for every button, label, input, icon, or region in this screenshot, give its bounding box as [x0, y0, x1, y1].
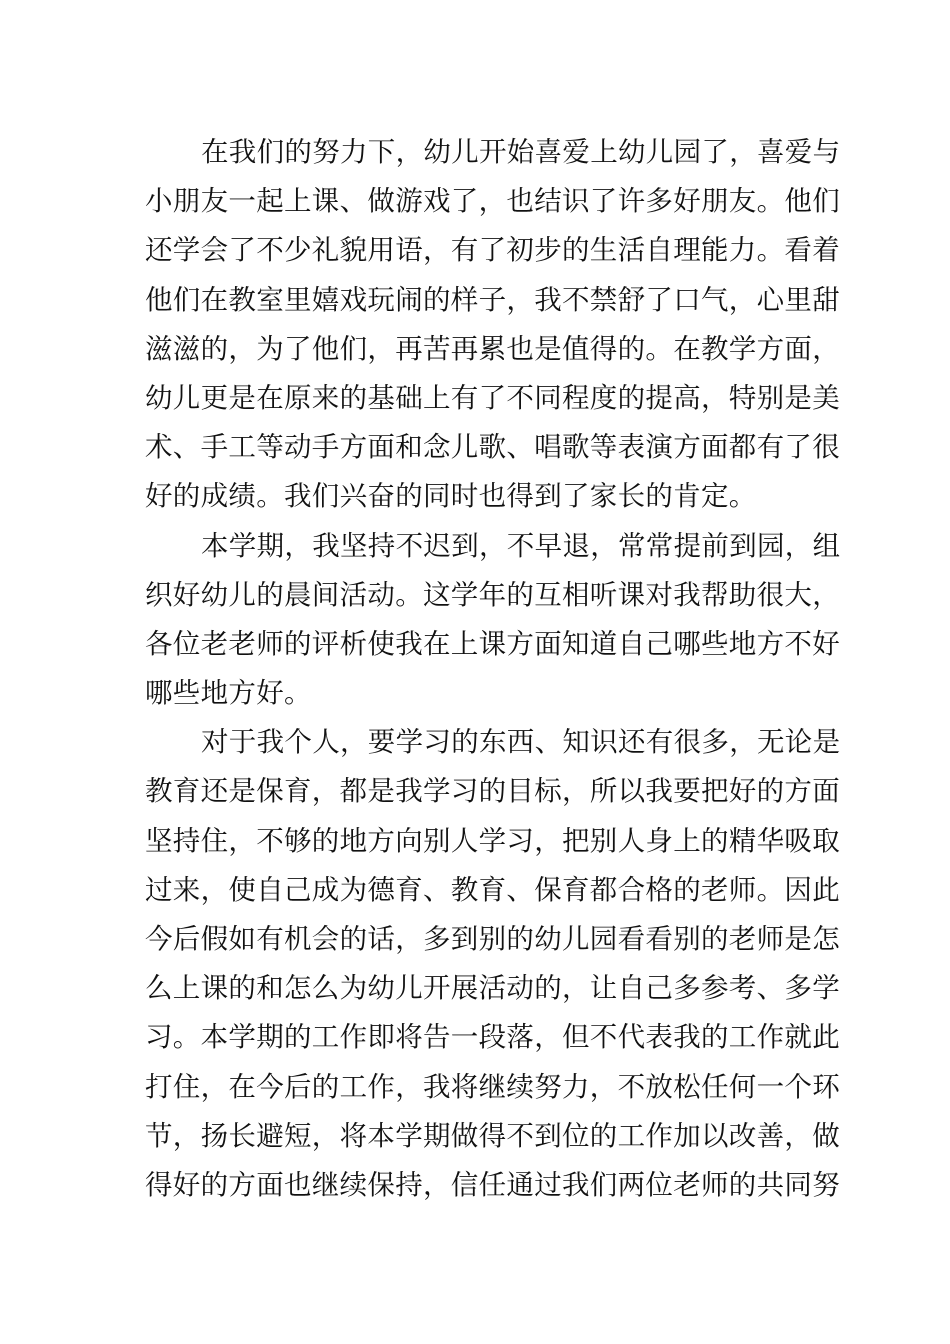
paragraph-2-line-4: 哪些地方好。	[145, 677, 312, 710]
paragraph-1-line-3: 还学会了不少礼貌用语，有了初步的生活自理能力。看着	[145, 234, 840, 267]
paragraph-3-line-3: 坚持住，不够的地方向别人学习，把别人身上的精华吸取	[145, 824, 840, 857]
paragraph-1-line-8: 好的成绩。我们兴奋的同时也得到了家长的肯定。	[145, 480, 757, 513]
paragraph-2-line-3: 各位老老师的评析使我在上课方面知道自己哪些地方不好	[145, 627, 840, 660]
paragraph-3-line-4: 过来，使自己成为德育、教育、保育都合格的老师。因此	[145, 873, 840, 906]
paragraph-3-line-10: 得好的方面也继续保持，信任通过我们两位老师的共同努	[145, 1168, 840, 1201]
paragraph-2-line-1: 本学期，我坚持不迟到，不早退，常常提前到园，组	[201, 529, 841, 562]
paragraph-1-line-6: 幼儿更是在原来的基础上有了不同程度的提高，特别是美	[145, 381, 840, 414]
paragraph-3-line-9: 节，扬长避短，将本学期做得不到位的工作加以改善，做	[145, 1119, 840, 1152]
paragraph-1-line-5: 滋滋的，为了他们，再苦再累也是值得的。在教学方面，	[145, 332, 840, 365]
paragraph-1-line-7: 术、手工等动手方面和念儿歌、唱歌等表演方面都有了很	[145, 431, 840, 464]
paragraph-3-line-7: 习。本学期的工作即将告一段落，但不代表我的工作就此	[145, 1021, 840, 1054]
paragraph-2-line-2: 织好幼儿的晨间活动。这学年的互相听课对我帮助很大，	[145, 578, 840, 611]
body-text	[145, 128, 841, 1210]
paragraph-1-line-4: 他们在教室里嬉戏玩闹的样子，我不禁舒了口气，心里甜	[145, 283, 840, 316]
paragraph-1-line-1: 在我们的努力下，幼儿开始喜爱上幼儿园了，喜爱与	[201, 136, 841, 168]
paragraph-3-line-2: 教育还是保育，都是我学习的目标，所以我要把好的方面	[145, 775, 840, 808]
paragraph-3-line-6: 么上课的和怎么为幼儿开展活动的，让自己多参考、多学	[145, 972, 840, 1005]
paragraph-3-line-1: 对于我个人，要学习的东西、知识还有很多，无论是	[201, 726, 841, 759]
paragraph-3-line-5: 今后假如有机会的话，多到别的幼儿园看看别的老师是怎	[145, 923, 840, 955]
paragraph-3-line-8: 打住，在今后的工作，我将继续努力，不放松任何一个环	[145, 1070, 840, 1103]
paragraph-1-line-2: 小朋友一起上课、做游戏了，也结识了许多好朋友。他们	[145, 185, 840, 218]
